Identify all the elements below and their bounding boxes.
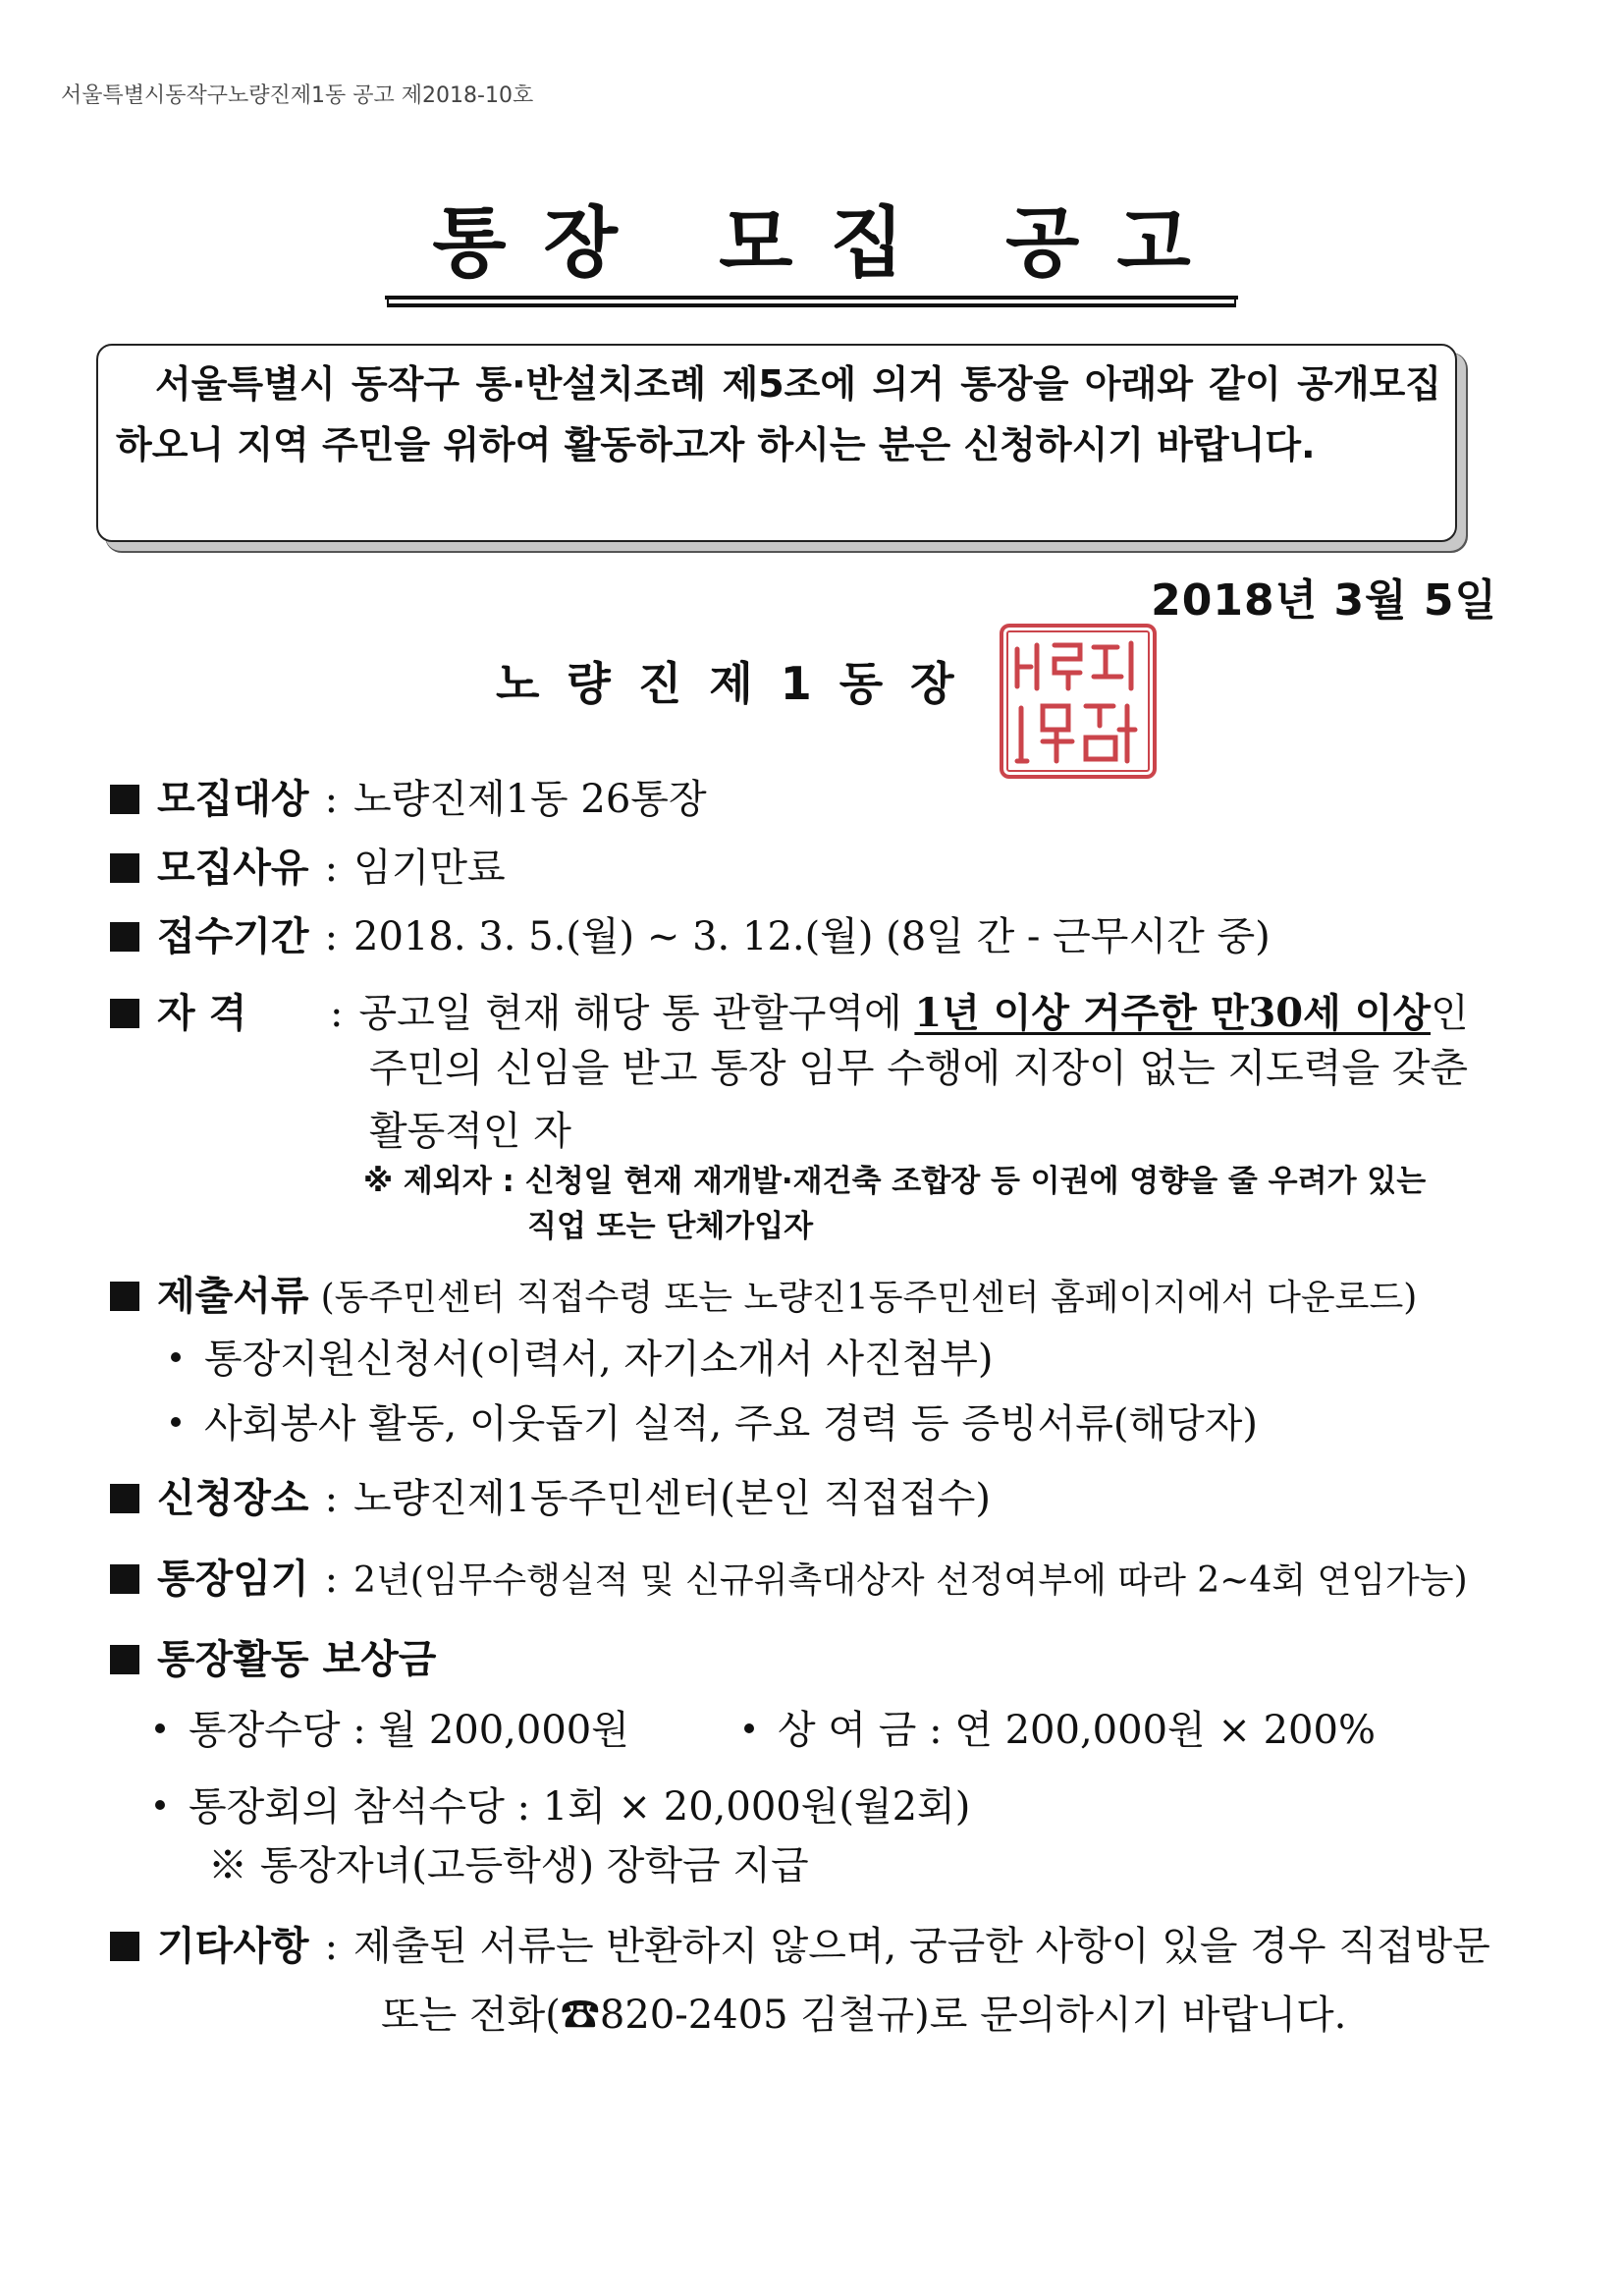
list-item bbox=[171, 1328, 994, 1384]
bullet-dot-icon bbox=[155, 1800, 165, 1810]
other-line1: 제출된 서류는 반환하지 않으며, 궁금한 사항이 있을 경우 직접방문 bbox=[353, 1924, 1490, 1969]
square-bullet-icon bbox=[110, 922, 139, 952]
other-line2: 또는 전화(☎820-2405 김철규)로 문의하시기 바랍니다. bbox=[381, 1993, 1347, 2038]
list-item bbox=[155, 1776, 970, 1831]
square-bullet-icon bbox=[110, 1645, 139, 1674]
bullet-dot-icon bbox=[171, 1352, 181, 1362]
section-label: 자 격 bbox=[157, 991, 247, 1036]
exclusion-line1: ※ 제외자 : 신청일 현재 재개발·재건축 조합장 등 이권에 영향을 줄 우려가 있는 bbox=[363, 1164, 1427, 1199]
bullet-dot-icon bbox=[744, 1723, 754, 1733]
colon: : bbox=[324, 914, 339, 959]
scholarship-note: ※ 통장자녀(고등학생) 장학금 지급 bbox=[208, 1843, 809, 1888]
official-seal bbox=[1000, 624, 1157, 779]
list-item bbox=[155, 1699, 629, 1755]
qualification-line1-post: 인 bbox=[1431, 991, 1469, 1036]
section-value: 2년(임무수행실적 및 신규위촉대상자 선정여부에 따라 2~4회 연임가능) bbox=[353, 1560, 1468, 1601]
section-value: 2018. 3. 5.(월) ~ 3. 12.(월) (8일 간 - 근무시간 중) bbox=[353, 914, 1271, 959]
square-bullet-icon bbox=[110, 1564, 139, 1594]
colon: : bbox=[324, 846, 339, 891]
qualification-line3: 활동적인 자 bbox=[369, 1109, 571, 1154]
section-reason bbox=[110, 837, 506, 893]
section-label: 신청장소 bbox=[157, 1476, 309, 1521]
section-compensation bbox=[110, 1628, 436, 1684]
bonus: 상 여 금 : 연 200,000원 × 200% bbox=[778, 1708, 1376, 1753]
section-value: 임기만료 bbox=[353, 846, 506, 891]
meeting-allowance: 통장회의 참석수당 : 1회 × 20,000원(월2회) bbox=[189, 1784, 971, 1830]
square-bullet-icon bbox=[110, 853, 139, 883]
bullet-dot-icon bbox=[155, 1723, 165, 1733]
qualification-line1-pre: 공고일 현재 해당 통 관할구역에 bbox=[358, 991, 915, 1036]
colon: : bbox=[324, 1557, 339, 1602]
section-period bbox=[110, 905, 1271, 961]
section-label: 통장활동 보상금 bbox=[157, 1637, 437, 1682]
document-number: 서울특별시동작구노량진제1동 공고 제2018-10호 bbox=[61, 83, 534, 108]
exclusion-line2: 직업 또는 단체가입자 bbox=[527, 1209, 814, 1244]
section-term bbox=[110, 1548, 1468, 1604]
issuer-name: 노량진제1동장 bbox=[496, 657, 982, 710]
list-item bbox=[171, 1393, 1258, 1449]
document-item-2: 사회봉사 활동, 이웃돕기 실적, 주요 경력 등 증빙서류(해당자) bbox=[204, 1401, 1259, 1447]
section-target bbox=[110, 768, 707, 824]
qualification-line2: 주민의 신임을 받고 통장 임무 수행에 지장이 없는 지도력을 갖춘 bbox=[369, 1046, 1469, 1091]
section-label: 기타사항 bbox=[157, 1924, 309, 1969]
section-value: 노량진제1동 26통장 bbox=[353, 777, 707, 822]
section-qualification bbox=[110, 982, 1469, 1038]
section-value: 노량진제1동주민센터(본인 직접접수) bbox=[353, 1476, 992, 1521]
square-bullet-icon bbox=[110, 999, 139, 1028]
section-other bbox=[110, 1915, 1490, 1971]
square-bullet-icon bbox=[110, 1484, 139, 1513]
square-bullet-icon bbox=[110, 1282, 139, 1311]
section-label: 모집사유 bbox=[157, 846, 309, 891]
colon: : bbox=[330, 991, 344, 1036]
page-title: 통장 모집 공고 bbox=[385, 182, 1237, 300]
section-label: 접수기간 bbox=[157, 914, 309, 959]
qualification-emphasis: 1년 이상 거주한 만30세 이상 bbox=[914, 990, 1431, 1036]
square-bullet-icon bbox=[110, 1932, 139, 1961]
intro-text: 서울특별시 동작구 통·반설치조례 제5조에 의거 통장을 아래와 같이 공개모집하오니 지역 주민을 위하여 활동하고자 하시는 분은 신청하시기 바랍니다. bbox=[116, 362, 1441, 466]
colon: : bbox=[324, 1476, 339, 1521]
document-item-1: 통장지원신청서(이력서, 자기소개서 사진첨부) bbox=[204, 1337, 994, 1382]
bullet-dot-icon bbox=[171, 1417, 181, 1427]
section-label: 통장임기 bbox=[157, 1557, 309, 1602]
list-item bbox=[744, 1699, 1376, 1755]
title-container bbox=[0, 182, 1623, 300]
section-documents bbox=[110, 1265, 1417, 1321]
colon: : bbox=[324, 777, 339, 822]
colon: : bbox=[324, 1924, 339, 1969]
section-place bbox=[110, 1467, 991, 1523]
issue-date: 2018년 3월 5일 bbox=[1151, 575, 1497, 626]
section-label: 모집대상 bbox=[157, 777, 309, 822]
square-bullet-icon bbox=[110, 785, 139, 814]
intro-box bbox=[96, 344, 1457, 542]
documents-note: (동주민센터 직접수령 또는 노량진1동주민센터 홈페이지에서 다운로드) bbox=[320, 1278, 1418, 1318]
seal-icon bbox=[1003, 628, 1153, 775]
allowance: 통장수당 : 월 200,000원 bbox=[189, 1708, 629, 1753]
section-label: 제출서류 bbox=[157, 1274, 309, 1319]
exclusion-note bbox=[363, 1159, 1426, 1249]
